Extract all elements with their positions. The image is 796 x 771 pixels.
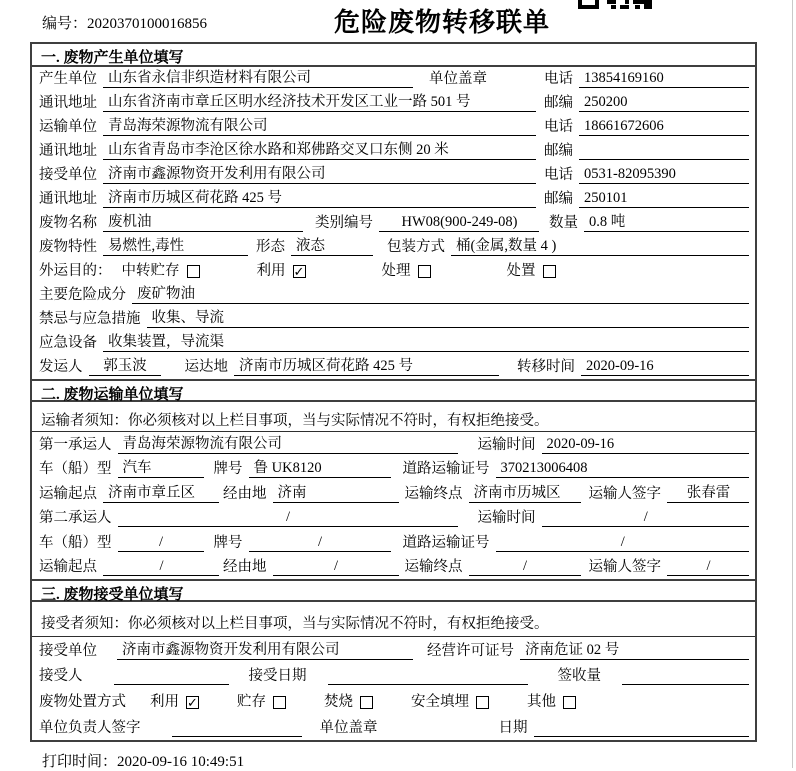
disposal-landfill-label: 安全填埋 xyxy=(411,694,469,711)
row-receive-unit xyxy=(32,163,755,187)
serial-label: 编号： xyxy=(42,16,88,32)
option-disposal-landfill xyxy=(411,690,489,711)
route-via-label: 经由地 xyxy=(223,559,267,575)
phone-label: 电话 xyxy=(544,119,573,135)
receive-unit-field: 济南市鑫源物资开发利用有限公司 xyxy=(103,162,536,184)
row-emergency-equipment xyxy=(32,331,755,355)
row-dispatcher xyxy=(32,355,755,379)
unit-seal-label: 单位盖章 xyxy=(429,71,487,87)
row-transport-unit xyxy=(32,115,755,139)
road-permit-label: 道路运输证号 xyxy=(402,534,490,551)
receiver-label: 接受人 xyxy=(39,668,83,685)
plate-label: 牌号 xyxy=(213,534,243,551)
form-label: 形态 xyxy=(256,239,285,255)
checkbox-disposal-utilize: ✓ xyxy=(187,695,198,711)
receive-unit-label: 接受单位 xyxy=(39,167,97,183)
route-end-label: 运输终点 xyxy=(404,485,463,502)
second-route-via-field: / xyxy=(273,558,399,576)
zip-label: 邮编 xyxy=(544,143,573,159)
second-plate-field: / xyxy=(249,534,391,552)
transport-time-label: 运输时间 xyxy=(477,510,536,526)
row-waste-traits xyxy=(32,235,755,259)
second-carrier-signature-field: / xyxy=(667,558,749,576)
qr-code-fragment-icon xyxy=(578,0,652,9)
receiver-notice: 接受者须知：你必须核对以上栏目事项，当与实际情况不符时，有权拒绝接受。 xyxy=(32,602,755,637)
transport-zip-field xyxy=(579,142,749,160)
taboo-measures-label: 禁忌与应急措施 xyxy=(39,311,141,327)
responsible-signature-field xyxy=(172,719,302,737)
transfer-time-field: 2020-09-16 xyxy=(581,358,749,376)
utilize-label: 利用 xyxy=(256,263,286,279)
checkbox-utilize: ✓ xyxy=(293,264,305,279)
row-receiver xyxy=(32,663,755,689)
first-vehicle-type-field: 汽车 xyxy=(118,456,204,478)
responsible-signature-label: 单位负责人签字 xyxy=(39,719,141,736)
waste-name-label: 废物名称 xyxy=(39,215,97,231)
row-responsible-signature xyxy=(32,714,755,740)
dispatcher-field: 郭玉波 xyxy=(89,354,161,376)
second-route-start-field: / xyxy=(103,558,219,576)
address-label: 通讯地址 xyxy=(39,191,97,207)
second-vehicle-type-field: / xyxy=(118,534,204,552)
transport-unit-field: 青岛海荣源物流有限公司 xyxy=(103,114,536,136)
business-permit-label: 经营许可证号 xyxy=(427,642,514,659)
route-start-label: 运输起点 xyxy=(39,485,97,502)
hazard-components-field: 废矿物油 xyxy=(132,282,749,304)
option-utilize xyxy=(257,259,306,280)
date-field xyxy=(534,719,750,737)
row-taboo-measures xyxy=(32,307,755,331)
checkbox-dispose xyxy=(543,265,556,278)
row-disposal-method xyxy=(32,688,755,714)
section1-header: 一. 废物产生单位填写 xyxy=(32,44,755,67)
row-second-route xyxy=(32,555,755,580)
vehicle-type-label: 车（船）型 xyxy=(39,534,112,551)
phone-label: 电话 xyxy=(544,71,573,87)
quantity-label: 数量 xyxy=(549,215,578,231)
produce-phone-field: 13854169160 xyxy=(579,70,749,88)
vehicle-type-label: 车（船）型 xyxy=(39,461,112,477)
second-road-permit-field: / xyxy=(496,534,750,552)
first-plate-field: 鲁 UK8120 xyxy=(249,456,391,478)
transport-time-label: 运输时间 xyxy=(477,436,536,453)
checkbox-disposal-other xyxy=(563,696,576,709)
row-hazard-components xyxy=(32,283,755,307)
receive-address-field: 济南市历城区荷花路 425 号 xyxy=(103,186,536,208)
category-code-label: 类别编号 xyxy=(315,215,373,231)
carrier-signature-label: 运输人签字 xyxy=(588,485,661,502)
first-carrier-field: 青岛海荣源物流有限公司 xyxy=(118,432,458,454)
transport-phone-field: 18661672606 xyxy=(579,118,749,136)
option-disposal-other xyxy=(527,690,576,711)
serial-value: 2020370100016856 xyxy=(87,16,208,32)
row-accept-unit xyxy=(32,637,755,663)
option-disposal-store xyxy=(237,690,286,711)
checkbox-disposal-store xyxy=(273,696,286,709)
dispatcher-label: 发运人 xyxy=(39,359,83,375)
second-carrier-field: / xyxy=(118,509,458,527)
route-end-label: 运输终点 xyxy=(404,559,463,575)
option-disposal-utilize xyxy=(150,690,199,711)
transport-unit-label: 运输单位 xyxy=(39,119,97,135)
transfer-time-label: 转移时间 xyxy=(517,359,575,375)
phone-label: 电话 xyxy=(544,167,573,183)
first-carrier-label: 第一承运人 xyxy=(39,436,112,453)
section2 xyxy=(32,379,755,579)
business-permit-field: 济南危证 02 号 xyxy=(520,638,749,660)
row-receive-address xyxy=(32,187,755,211)
destination-field: 济南市历城区荷花路 425 号 xyxy=(234,354,499,376)
serial-number xyxy=(42,12,207,33)
category-code-field: HW08(900-249-08) xyxy=(379,214,539,232)
destination-label: 运达地 xyxy=(184,359,228,375)
first-transport-time-field: 2020-09-16 xyxy=(542,436,750,454)
row-transport-address xyxy=(32,139,755,163)
waste-name-field: 废机油 xyxy=(103,210,303,232)
row-first-vehicle xyxy=(32,457,755,482)
option-dispose xyxy=(507,259,556,280)
disposal-incinerate-label: 焚烧 xyxy=(324,694,353,711)
accept-unit-field: 济南市鑫源物资开发利用有限公司 xyxy=(117,638,413,660)
checkbox-disposal-incinerate xyxy=(360,696,373,709)
section3-header: 三. 废物接受单位填写 xyxy=(32,579,755,602)
first-route-end-field: 济南市历城区 xyxy=(469,481,581,503)
transport-address-field: 山东省青岛市李沧区徐水路和郑佛路交叉口东侧 20 米 xyxy=(103,138,536,160)
option-transfer-storage xyxy=(122,259,200,280)
carrier-notice: 运输者须知：你必须核对以上栏目事项，当与实际情况不符时，有权拒绝接受。 xyxy=(32,402,755,432)
plate-label: 牌号 xyxy=(213,461,243,477)
receiver-field xyxy=(114,667,229,685)
route-via-label: 经由地 xyxy=(223,485,267,502)
row-produce-unit xyxy=(32,67,755,91)
row-second-carrier xyxy=(32,506,755,531)
packing-label: 包装方式 xyxy=(387,239,445,255)
route-start-label: 运输起点 xyxy=(39,559,97,575)
hazard-components-label: 主要危险成分 xyxy=(39,287,126,303)
first-route-via-field: 济南 xyxy=(273,481,399,503)
first-carrier-signature-field: 张春雷 xyxy=(667,481,749,503)
emergency-equipment-label: 应急设备 xyxy=(39,335,97,351)
packing-field: 桶(金属,数量 4 ) xyxy=(451,234,749,256)
dispose-label: 处置 xyxy=(506,263,536,279)
first-route-start-field: 济南市章丘区 xyxy=(103,481,219,503)
waste-traits-label: 废物特性 xyxy=(39,239,97,255)
disposal-store-label: 贮存 xyxy=(237,694,266,711)
road-permit-label: 道路运输证号 xyxy=(402,461,490,477)
checkbox-transfer-storage xyxy=(187,265,200,278)
signed-amount-field xyxy=(622,667,749,685)
first-road-permit-field: 370213006408 xyxy=(496,460,750,478)
row-produce-address xyxy=(32,91,755,115)
row-waste-name xyxy=(32,211,755,235)
option-treat xyxy=(382,259,431,280)
transfer-storage-label: 中转贮存 xyxy=(121,263,180,279)
page-title: 危险废物转移联单 xyxy=(334,8,551,37)
second-carrier-label: 第二承运人 xyxy=(39,510,112,526)
section3 xyxy=(32,579,755,740)
signed-amount-label: 签收量 xyxy=(557,668,601,685)
accept-unit-label: 接受单位 xyxy=(39,642,97,659)
address-label: 通讯地址 xyxy=(39,143,97,159)
treat-label: 处理 xyxy=(381,263,411,279)
emergency-equipment-field: 收集装置，导流渠 xyxy=(103,330,749,352)
row-first-route xyxy=(32,481,755,506)
checkbox-disposal-landfill xyxy=(476,696,489,709)
waste-traits-field: 易燃性,毒性 xyxy=(103,234,248,256)
accept-date-field xyxy=(328,667,528,685)
accept-date-label: 接受日期 xyxy=(248,668,307,685)
form-field: 液态 xyxy=(291,234,373,256)
purpose-label: 外运目的： xyxy=(39,263,112,279)
option-disposal-incinerate xyxy=(324,690,373,711)
produce-address-field: 山东省济南市章丘区明水经济技术开发区工业一路 501 号 xyxy=(103,90,536,112)
produce-unit-field: 山东省永信非织造材料有限公司 xyxy=(103,66,413,88)
second-transport-time-field: / xyxy=(542,509,750,527)
produce-zip-field: 250200 xyxy=(579,94,749,112)
zip-label: 邮编 xyxy=(544,191,573,207)
receive-phone-field: 0531-82095390 xyxy=(579,166,749,184)
row-transfer-purpose xyxy=(32,259,755,283)
unit-seal-label: 单位盖章 xyxy=(319,719,378,736)
zip-label: 邮编 xyxy=(544,95,573,111)
address-label: 通讯地址 xyxy=(39,95,97,111)
disposal-utilize-label: 利用 xyxy=(150,694,179,711)
taboo-measures-field: 收集、导流 xyxy=(147,306,750,328)
quantity-field: 0.8 吨 xyxy=(584,210,749,232)
disposal-other-label: 其他 xyxy=(527,694,556,711)
date-label: 日期 xyxy=(498,719,528,736)
checkbox-treat xyxy=(418,265,431,278)
row-second-vehicle xyxy=(32,530,755,555)
disposal-method-label: 废物处置方式 xyxy=(39,694,126,711)
row-first-carrier xyxy=(32,432,755,457)
transfer-form-table xyxy=(30,42,757,742)
page-edge-line xyxy=(792,0,793,768)
carrier-signature-label: 运输人签字 xyxy=(588,559,661,575)
print-time-value: 2020-09-16 10:49:51 xyxy=(117,754,245,770)
produce-unit-label: 产生单位 xyxy=(39,71,97,87)
receive-zip-field: 250101 xyxy=(579,190,749,208)
second-route-end-field: / xyxy=(469,558,581,576)
section2-header: 二. 废物运输单位填写 xyxy=(32,379,755,402)
print-time-label: 打印时间： xyxy=(42,754,118,770)
